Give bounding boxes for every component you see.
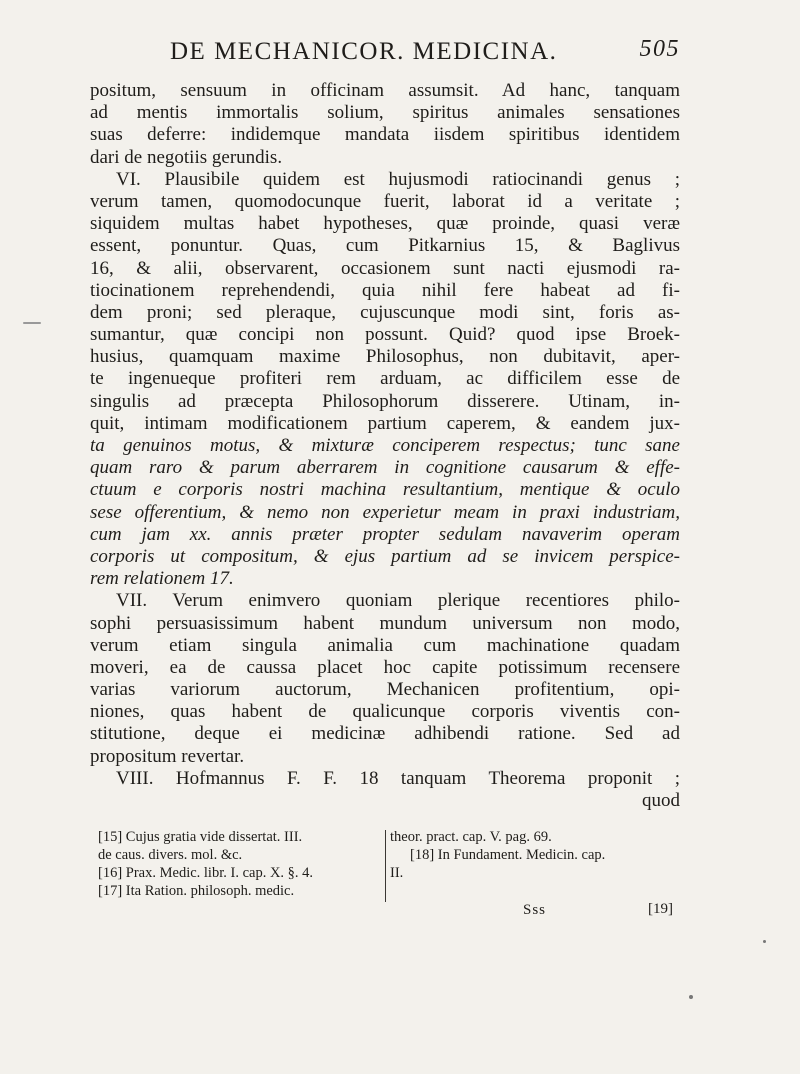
footnote-line: theor. pract. cap. V. pag. 69. <box>390 829 552 845</box>
footnote-line: [17] Ita Ration. philosoph. medic. <box>98 883 295 899</box>
footnote-line: de caus. divers. mol. &c. <box>98 847 243 863</box>
text-line: tiocinationem reprehendendi, quia nihil fere habeat ad fi- <box>90 279 680 301</box>
text-line: moveri, ea de caussa placet hoc capite potissimum recensere <box>90 656 680 678</box>
text-line: essent, ponuntur. Quas, cum Pitkarnius 15, & Baglivus <box>90 235 680 257</box>
text-line: stitutione, deque ei medicinæ adhibendi ratione. Sed ad <box>90 723 680 745</box>
text-line: verum tamen, quomodocunque fuerit, laborat id a veritate ; <box>90 190 680 212</box>
text-line: siquidem multas habet hypotheses, quæ proinde, quasi veræ <box>90 213 680 235</box>
paper-speck <box>689 995 693 999</box>
signature-mark: Sss <box>523 902 547 918</box>
text-line: rem relationem 17. <box>90 568 234 590</box>
text-line: sophi persuasissimum habent mundum universum non modo, <box>90 612 680 634</box>
text-line: te ingenueque profiteri rem arduam, ac difficilem esse de <box>90 368 680 390</box>
text-line: quod <box>642 790 680 811</box>
text-line: 16, & alii, observarent, occasionem sunt nacti ejusmodi ra- <box>90 257 680 279</box>
text-line: VI. Plausibile quidem est hujusmodi ratiocinandi genus ; <box>116 168 680 190</box>
text-line: dari de negotiis gerundis. <box>90 146 283 168</box>
text-line: ad mentis immortalis solium, spiritus animales sensationes <box>90 102 680 124</box>
text-line: corporis ut compositum, & ejus partium ad se invicem perspice- <box>90 545 680 567</box>
text-line: husius, quamquam maxime Philosophus, non dubitavit, aper- <box>90 346 680 368</box>
page-title: DE MECHANICOR. MEDICINA. <box>170 38 558 65</box>
footnote-line: [18] In Fundament. Medicin. cap. <box>410 847 606 863</box>
text-line: niones, quas habent de qualicunque corporis viventis con- <box>90 701 680 723</box>
text-line: sumantur, quæ concipi non possunt. Quid? quod ipse Broek- <box>90 324 680 346</box>
text-line: singulis ad præcepta Philosophorum disserere. Utinam, in- <box>90 390 680 412</box>
footnotes-right-column <box>390 828 680 882</box>
footnotes-left-column <box>98 828 380 900</box>
footnote-column-divider <box>385 830 386 902</box>
text-line: VIII. Hofmannus F. F. 18 tanquam Theorema proponit ; <box>116 767 680 789</box>
text-line: varias variorum auctorum, Mechanicen profitentium, opi- <box>90 679 680 701</box>
paper-mark <box>23 322 41 324</box>
catchword: [19] <box>648 901 673 917</box>
text-line: verum etiam singula animalia cum machinatione quadam <box>90 634 680 656</box>
text-line: propositum revertar. <box>90 745 245 767</box>
text-line: cum jam xx. annis præter propter sedulam navaverim operam <box>90 523 680 545</box>
text-line: suas deferre: indidemque mandata iisdem spiritibus identidem <box>90 124 680 146</box>
body-text <box>90 80 680 812</box>
text-line: quam raro & parum aberrarem in cognitione causarum & effe- <box>90 457 680 479</box>
paper-speck <box>763 940 766 943</box>
footnote-line: [16] Prax. Medic. libr. I. cap. X. §. 4. <box>98 865 314 881</box>
text-line: positum, sensuum in officinam assumsit. Ad hanc, tanquam <box>90 80 680 101</box>
text-line: VII. Verum enimvero quoniam plerique recentiores philo- <box>116 590 680 612</box>
text-line: dem proni; sed pleraque, cujuscunque modi sint, foris as- <box>90 301 680 323</box>
page-number: 505 <box>639 36 680 62</box>
text-line: quit, intimam modificationem partium caperem, & eandem jux- <box>90 412 680 434</box>
text-line: ctuum e corporis nostri machina resultantium, mentique & oculo <box>90 479 680 501</box>
text-line: ta genuinos motus, & mixturæ conciperem respectus; tunc sane <box>90 435 680 456</box>
footnote-line: [15] Cujus gratia vide dissertat. III. <box>98 829 303 845</box>
footnote-line: II. <box>390 865 404 881</box>
text-line: sese offerentium, & nemo non experietur meam in praxi industriam, <box>90 501 680 523</box>
